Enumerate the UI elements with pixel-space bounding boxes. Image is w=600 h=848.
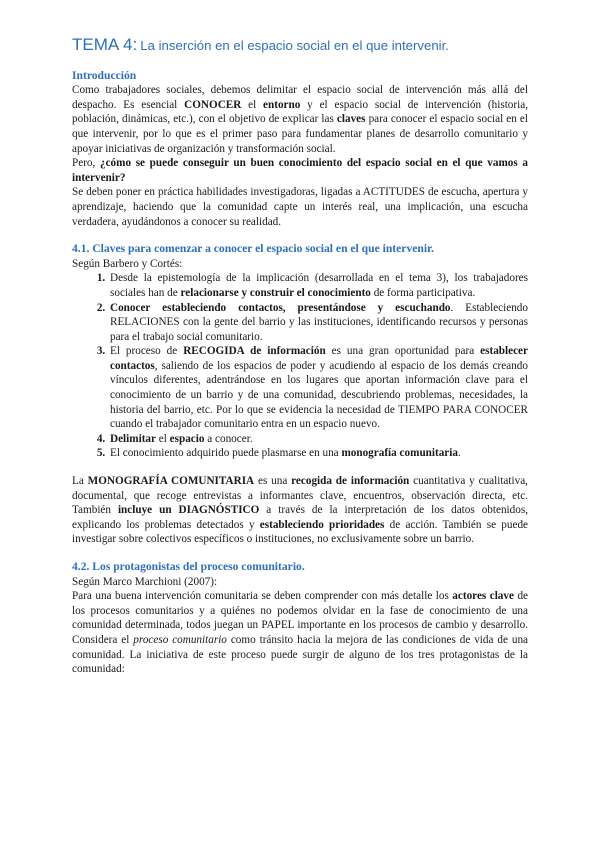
intro-paragraph-1: Como trabajadores sociales, debemos delimitar el espacio social de intervención más allá del despacho. Es esencial CONOCER el entorno y el espacio social de intervención (historia, población, dinámicas, etc.), con el objetivo de explicar las claves para conocer el espacio social en el que intervenir, por lo que es el primer paso para fundamentar planes de desarrollo comunitario y apoyar iniciativas de organización y transformación social. [72, 84, 528, 155]
title-prefix: TEMA 4: [72, 35, 138, 54]
claves-list [72, 271, 528, 461]
list-item: 5. El conocimiento adquirido puede plasmarse en una monografía comunitaria. [108, 446, 528, 461]
list-item: 3. El proceso de RECOGIDA de información es una gran oportunidad para establecer contactos, saliendo de los espacios de poder y acudiendo al espacio de los demás creando vínculos diferentes, adentrándose en los lugares que aportan información clave para el conocimiento de un barrio y de una comunidad, descubriendo problemas, necesidades, la historia del barrio, etc. Por lo que se evidencia la necesidad de TIEMPO PARA CONOCER cuando el trabajador comunitario entra en un espacio nuevo. [108, 344, 528, 432]
section-2-paragraph: Para una buena intervención comunitaria se deben comprender con más detalle los actores clave de los procesos comunitarios y a quiénes no podemos olvidar en la fase de conocimiento de una comunidad determinada, todos juegan un PAPEL importante en los procesos de cambio y desarrollo. Considera el proceso comunitario como tránsito hacia la mejora de las condiciones de vida de una comunidad. La iniciativa de este proceso puede surgir de alguno de los tres protagonistas de la comunidad: [72, 590, 529, 676]
title-text: La inserción en el espacio social en el que intervenir. [140, 38, 449, 53]
monografia-paragraph: La MONOGRAFÍA COMUNITARIA es una recogida de información cuantitativa y cualitativa, documental, que recoge entrevistas a informantes clave, encuentros, observación directa, etc. También incluye un DIAGNÓSTICO a través de la interpretación de los datos obtenidos, explicando los problemas detectados y estableciendo prioridades de acción. También se puede investigar sobre colectivos específicos o instituciones, no exclusivamente sobre un barrio. [72, 475, 529, 546]
section-1-heading: 4.1. Claves para comenzar a conocer el espacio social en el que intervenir. [72, 242, 435, 256]
intro-heading: Introducción [72, 68, 137, 82]
page-title [72, 35, 528, 55]
list-item: 2. Conocer estableciendo contactos, presentándose y escuchando. Estableciendo RELACIONES con la gente del barrio y las instituciones, identificando recursos y personas para el trabajo social comunitario. [108, 301, 528, 345]
section-2-heading: 4.2. Los protagonistas del proceso comunitario. [72, 560, 305, 573]
section-1-source: Según Barbero y Cortés: [72, 257, 183, 270]
document-page [72, 35, 529, 677]
intro-paragraph-3: Se deben poner en práctica habilidades investigadoras, ligadas a ACTITUDES de escucha, apertura y aprendizaje, haciendo que la comunidad capte un interés real, una implicación, una escucha verdadera, ayudándonos a conocer su realidad. [72, 186, 528, 228]
list-item: 4. Delimitar el espacio a conocer. [108, 432, 528, 447]
list-item: 1. Desde la epistemología de la implicación (desarrollada en el tema 3), los trabajadores sociales han de relacionarse y construir el conocimiento de forma participativa. [108, 271, 528, 300]
section-2-source: Según Marco Marchioni (2007): [72, 575, 218, 588]
intro-question: Pero, ¿cómo se puede conseguir un buen conocimiento del espacio social en el que vamos a intervenir? [72, 157, 528, 184]
